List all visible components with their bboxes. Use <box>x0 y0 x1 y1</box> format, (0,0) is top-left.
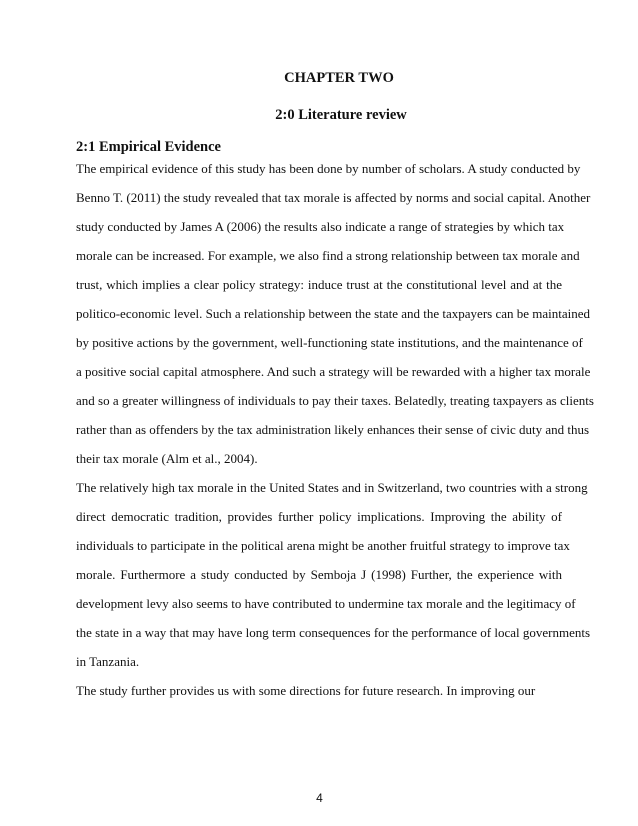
body-line: in Tanzania. <box>76 654 140 669</box>
chapter-title-text: CHAPTER TWO <box>284 70 394 86</box>
body-line: politico-economic level. Such a relationship between the state and the taxpayers can be maintained <box>76 306 591 321</box>
body-line: The empirical evidence of this study has been done by number of scholars. A study conducted by <box>76 161 581 176</box>
page-number <box>0 791 638 805</box>
body-line: morale can be increased. For example, we also find a strong relationship between tax morale and <box>76 248 580 263</box>
body-line: study conducted by James A (2006) the results also indicate a range of strategies by which tax <box>76 219 565 234</box>
body-line: the state in a way that may have long term consequences for the performance of local governments <box>76 625 591 640</box>
body-line: a positive social capital atmosphere. And such a strategy will be rewarded with a higher tax morale <box>76 364 591 379</box>
body-line: morale. Furthermore a study conducted by Semboja J (1998) Further, the experience with <box>76 567 562 582</box>
body-line: rather than as offenders by the tax administration likely enhances their sense of civic duty and thus <box>76 422 590 437</box>
body-line: The study further provides us with some directions for future research. In improving our <box>76 683 536 698</box>
body-line: trust, which implies a clear policy strategy: induce trust at the constitutional level and at the <box>76 277 562 292</box>
body-line: their tax morale (Alm et al., 2004). <box>76 451 258 466</box>
body-line: individuals to participate in the political arena might be another fruitful strategy to improve tax <box>76 538 570 553</box>
body-line: Benno T. (2011) the study revealed that tax morale is affected by norms and social capital. Another <box>76 190 591 205</box>
body-line: The relatively high tax morale in the United States and in Switzerland, two countries with a strong <box>76 480 588 495</box>
chapter-subtitle <box>0 107 638 124</box>
chapter-title <box>0 70 638 87</box>
chapter-subtitle-text: 2:0 Literature review <box>275 107 407 123</box>
body-line: and so a greater willingness of individuals to pay their taxes. Belatedly, treating taxpayers as clients <box>76 393 594 408</box>
body-line: direct democratic tradition, provides further policy implications. Improving the ability of <box>76 509 562 524</box>
body-line: development levy also seems to have contributed to undermine tax morale and the legitimacy of <box>76 596 576 611</box>
section-heading: 2:1 Empirical Evidence <box>76 139 221 155</box>
body-line: by positive actions by the government, well-functioning state institutions, and the maintenance of <box>76 335 583 350</box>
page-number-text: 4 <box>316 791 323 805</box>
